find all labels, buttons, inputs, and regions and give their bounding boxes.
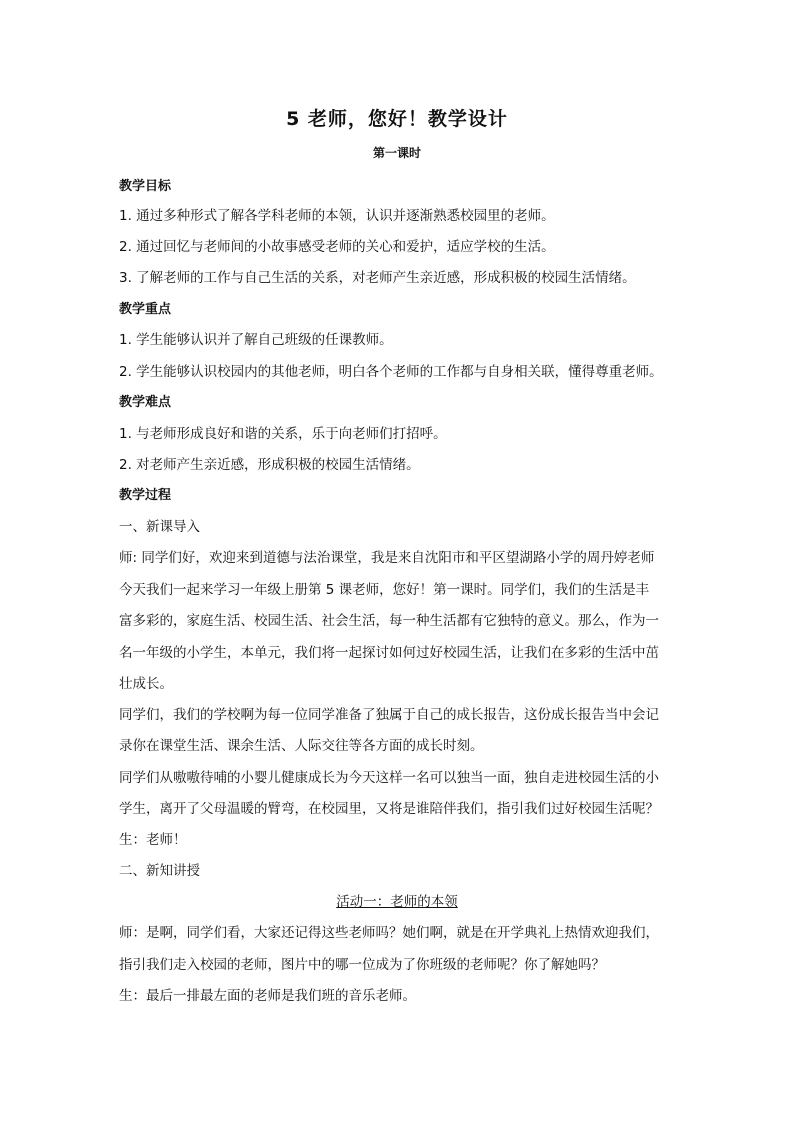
process-heading: 教学过程 bbox=[119, 488, 172, 503]
paragraph-line: 同学们从嗷嗷待哺的小婴儿健康成长为今天这样一名可以独当一面，独自走进校园生活的小 bbox=[119, 770, 659, 786]
paragraph-line: 录你在课堂生活、课余生活、人际交往等各方面的成长时刻。 bbox=[119, 738, 484, 754]
paragraph-line: 师: 同学们好，欢迎来到道德与法治课堂，我是来自沈阳市和平区望湖路小学的周丹婷老师 bbox=[119, 550, 655, 566]
activity-title bbox=[0, 891, 794, 913]
paragraph-line: 同学们，我们的学校啊为每一位同学准备了独属于自己的成长报告，这份成长报告当中会记 bbox=[119, 707, 659, 723]
objective-item: 2. 通过回忆与老师间的小故事感受老师的关心和爱护，适应学校的生活。 bbox=[119, 239, 555, 255]
paragraph-line: 壮成长。 bbox=[119, 676, 173, 692]
activity-title-text: 活动一：老师的本领 bbox=[336, 894, 458, 910]
section-heading: 一、新课导入 bbox=[119, 519, 200, 535]
objective-item: 1. 通过多种形式了解各学科老师的本领，认识并逐渐熟悉校园里的老师。 bbox=[119, 208, 555, 224]
difficulty-item: 1. 与老师形成良好和谐的关系，乐于向老师们打招呼。 bbox=[119, 426, 447, 442]
document-title: 5 老师，您好！教学设计 bbox=[286, 108, 508, 130]
key-point-item: 1. 学生能够认识并了解自己班级的任课教师。 bbox=[119, 332, 393, 348]
section-heading: 二、新知讲授 bbox=[119, 863, 200, 879]
paragraph-line: 指引我们走入校园的老师，图片中的哪一位成为了你班级的老师呢？你了解她吗？ bbox=[119, 957, 605, 973]
paragraph-line: 今天我们一起来学习一年级上册第 5 课老师，您好！第一课时。同学们，我们的生活是丰 bbox=[119, 582, 650, 598]
student-answer: 生：老师！ bbox=[119, 832, 187, 848]
objective-item: 3. 了解老师的工作与自己生活的关系，对老师产生亲近感，形成积极的校园生活情绪。 bbox=[119, 270, 636, 286]
objectives-heading: 教学目标 bbox=[119, 179, 172, 194]
paragraph-line: 名一年级的小学生，本单元，我们将一起探讨如何过好校园生活，让我们在多彩的生活中茁 bbox=[119, 645, 659, 661]
paragraph-line: 学生，离开了父母温暖的臂弯，在校园里，又将是谁陪伴我们，指引我们过好校园生活呢？ bbox=[119, 801, 659, 817]
difficulty-item: 2. 对老师产生亲近感，形成积极的校园生活情绪。 bbox=[119, 457, 420, 473]
difficulties-heading: 教学难点 bbox=[119, 395, 172, 410]
document-subtitle: 第一课时 bbox=[372, 146, 421, 160]
paragraph-line: 师：是啊，同学们看，大家还记得这些老师吗？她们啊，就是在开学典礼上热情欢迎我们， bbox=[119, 925, 659, 941]
student-answer: 生：最后一排最左面的老师是我们班的音乐老师。 bbox=[119, 988, 416, 1004]
key-points-heading: 教学重点 bbox=[119, 302, 172, 317]
key-point-item: 2. 学生能够认识校园内的其他老师，明白各个老师的工作都与自身相关联，懂得尊重老师。 bbox=[119, 364, 663, 380]
paragraph-line: 富多彩的，家庭生活、校园生活、社会生活，每一种生活都有它独特的意义。那么，作为一 bbox=[119, 613, 659, 629]
